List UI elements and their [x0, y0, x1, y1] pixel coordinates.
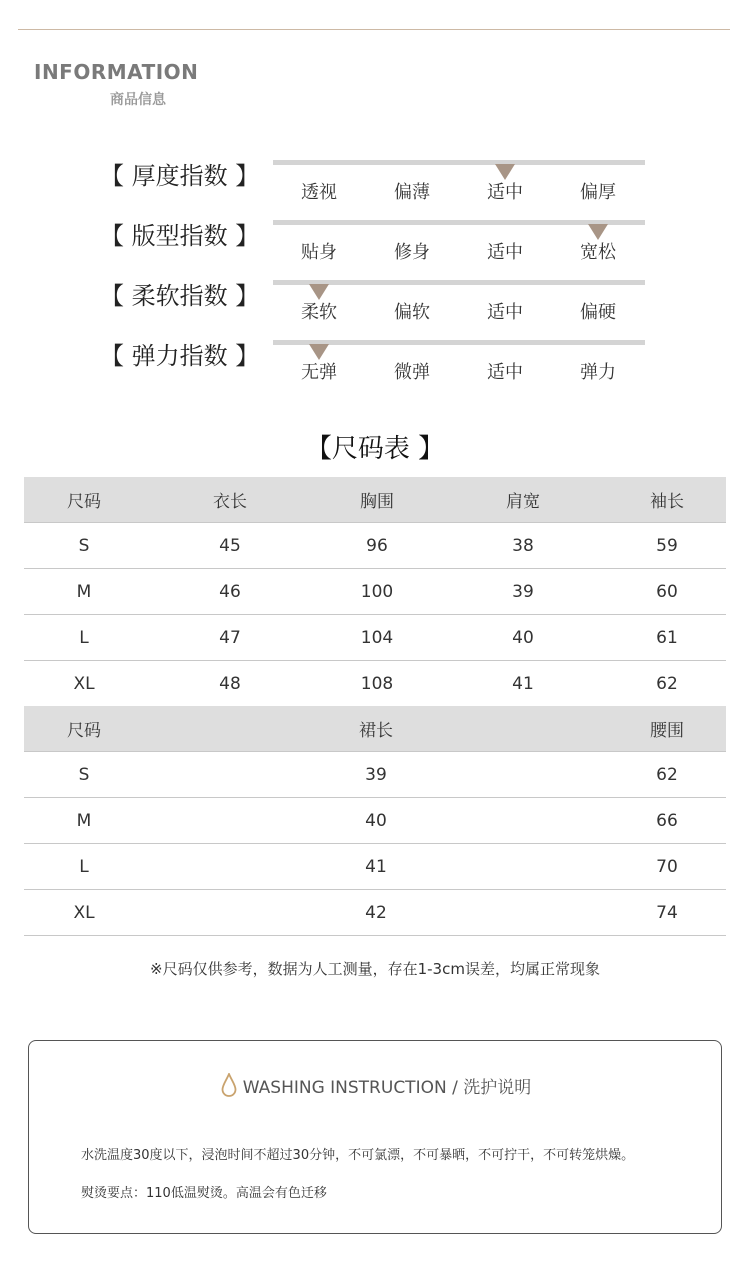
- table-header-cell: 尺码: [24, 706, 144, 752]
- table-header-cell: 尺码: [24, 477, 144, 523]
- table-cell: 38: [438, 523, 608, 569]
- table-cell: 61: [608, 615, 726, 661]
- index-label: 【 厚度指数 】: [100, 162, 260, 190]
- index-option: 弹力: [580, 362, 616, 383]
- table-cell: S: [24, 523, 144, 569]
- index-option: 偏硬: [580, 302, 616, 323]
- section-subtitle: 商品信息: [110, 92, 166, 108]
- section-title: INFORMATION: [34, 60, 199, 84]
- table-cell: 47: [144, 615, 316, 661]
- table-row: [24, 890, 726, 936]
- table-cell: L: [24, 844, 144, 890]
- index-option: 无弹: [301, 362, 337, 383]
- table-row: [24, 661, 726, 707]
- index-option: 偏厚: [580, 182, 616, 203]
- table-cell: 62: [608, 661, 726, 707]
- table-cell: 41: [438, 661, 608, 707]
- table-cell: 48: [144, 661, 316, 707]
- index-option: 透视: [301, 182, 337, 203]
- table-header-cell: 腰围: [608, 706, 726, 752]
- table-header-cell: 肩宽: [438, 477, 608, 523]
- table-cell: 46: [144, 569, 316, 615]
- table-row: [24, 523, 726, 569]
- index-row-fit: [0, 216, 750, 276]
- index-row-thickness: [0, 156, 750, 216]
- table-cell: L: [24, 615, 144, 661]
- size-note: ※尺码仅供参考，数据为人工测量，存在1-3cm误差，均属正常现象: [150, 960, 600, 978]
- table-row: [24, 569, 726, 615]
- table-cell: M: [24, 569, 144, 615]
- index-label: 【 柔软指数 】: [100, 282, 260, 310]
- table-cell: 41: [144, 844, 608, 890]
- top-divider: [18, 29, 730, 30]
- table-row: [24, 615, 726, 661]
- index-option: 贴身: [301, 242, 337, 263]
- index-option: 偏薄: [394, 182, 430, 203]
- table-header-cell: 衣长: [144, 477, 316, 523]
- table-cell: 96: [316, 523, 438, 569]
- index-option: 适中: [487, 302, 523, 323]
- table-cell: XL: [24, 890, 144, 936]
- table-cell: 39: [144, 752, 608, 798]
- washing-instruction-box: [28, 1040, 722, 1234]
- table-header-row: [24, 477, 726, 523]
- index-label: 【 版型指数 】: [100, 222, 260, 250]
- table-cell: 74: [608, 890, 726, 936]
- table-cell: 45: [144, 523, 316, 569]
- size-chart-title: 【尺码表 】: [305, 434, 445, 464]
- index-option: 适中: [487, 362, 523, 383]
- ironing-text: 熨烫要点：110低温熨烫。高温会有色迁移: [81, 1186, 327, 1201]
- table-cell: 40: [144, 798, 608, 844]
- table-cell: 100: [316, 569, 438, 615]
- index-option: 宽松: [580, 242, 616, 263]
- table-cell: 66: [608, 798, 726, 844]
- table-cell: 104: [316, 615, 438, 661]
- washing-title: WASHING INSTRUCTION / 洗护说明: [242, 1078, 532, 1098]
- table-header-row: [24, 706, 726, 752]
- table-row: [24, 752, 726, 798]
- index-option: 适中: [487, 242, 523, 263]
- index-option: 柔软: [301, 302, 337, 323]
- water-drop-icon: [221, 1073, 237, 1097]
- washing-header: [29, 1073, 723, 1098]
- table-header-cell: 裙长: [144, 706, 608, 752]
- index-option: 偏软: [394, 302, 430, 323]
- table-cell: 42: [144, 890, 608, 936]
- table-cell: 39: [438, 569, 608, 615]
- table-cell: 40: [438, 615, 608, 661]
- table-cell: M: [24, 798, 144, 844]
- size-table-bottom: [24, 706, 726, 936]
- index-option: 适中: [487, 182, 523, 203]
- table-header-cell: 袖长: [608, 477, 726, 523]
- table-cell: 59: [608, 523, 726, 569]
- table-cell: 62: [608, 752, 726, 798]
- index-option: 修身: [394, 242, 430, 263]
- washing-text: 水洗温度30度以下，浸泡时间不超过30分钟，不可氯漂，不可暴晒，不可拧干，不可转笼烘燥。: [81, 1148, 635, 1163]
- index-row-softness: [0, 276, 750, 336]
- table-cell: 60: [608, 569, 726, 615]
- table-cell: 70: [608, 844, 726, 890]
- table-header-cell: 胸围: [316, 477, 438, 523]
- size-table-top: [24, 477, 726, 707]
- table-cell: 108: [316, 661, 438, 707]
- table-cell: XL: [24, 661, 144, 707]
- index-row-elasticity: [0, 336, 750, 396]
- table-row: [24, 798, 726, 844]
- index-option: 微弹: [394, 362, 430, 383]
- table-row: [24, 844, 726, 890]
- index-label: 【 弹力指数 】: [100, 342, 260, 370]
- table-cell: S: [24, 752, 144, 798]
- index-bar: [273, 160, 645, 165]
